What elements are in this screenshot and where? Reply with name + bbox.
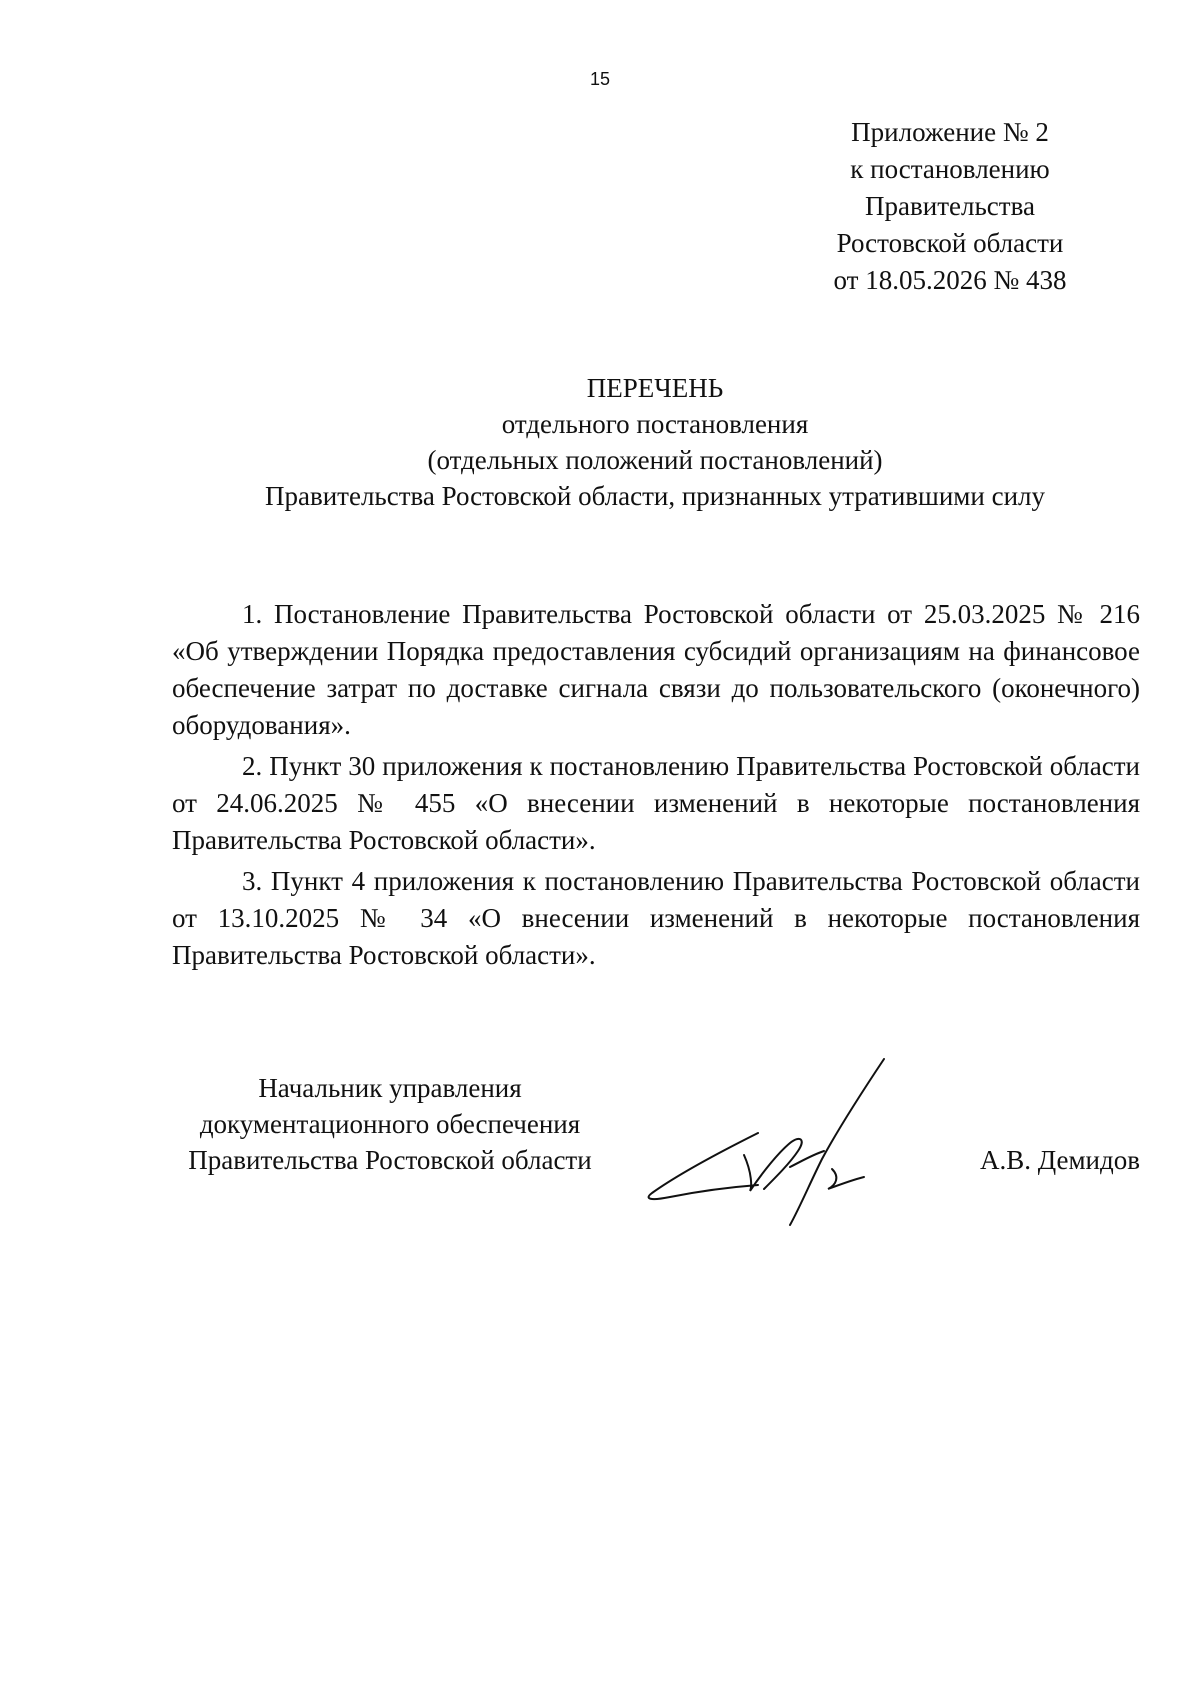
- appendix-number: Приложение № 2: [851, 117, 1049, 147]
- heading-line-4: Правительства Ростовской области, признанных утратившими силу: [264, 481, 1045, 511]
- position-line-2: документационного обеспечения: [199, 1109, 581, 1139]
- page-number: 15: [589, 69, 611, 89]
- appendix-header: [800, 114, 1100, 299]
- signatory-position: [160, 1070, 620, 1178]
- list-item-1: 1. Постановление Правительства Ростовской области от 25.03.2025 № 216 «Об утверждении Порядка предоставления субсидий организациям на финансовое обеспечение затрат по доставке сигнала связи до пользовательского (оконечного) оборудования».: [172, 599, 1140, 740]
- document-title: ПЕРЕЧЕНЬ: [586, 373, 724, 403]
- heading-line-3: (отдельных положений постановлений): [427, 445, 883, 475]
- handwritten-signature: [640, 1055, 940, 1235]
- list-item-3: 3. Пункт 4 приложения к постановлению Правительства Ростовской области от 13.10.2025 № 34 «О внесении изменений в некоторые постановления Правительства Ростовской области».: [172, 866, 1140, 970]
- appendix-to-resolution: к постановлению: [850, 154, 1050, 184]
- document-heading: [170, 370, 1140, 514]
- appendix-region: Ростовской области: [836, 228, 1064, 258]
- position-line-1: Начальник управления: [258, 1073, 522, 1103]
- heading-line-2: отдельного постановления: [501, 409, 809, 439]
- list-item-2: 2. Пункт 30 приложения к постановлению Правительства Ростовской области от 24.06.2025 № 455 «О внесении изменений в некоторые постановления Правительства Ростовской области».: [172, 751, 1140, 855]
- appendix-government: Правительства: [865, 191, 1035, 221]
- position-line-3: Правительства Ростовской области: [188, 1145, 592, 1175]
- signer-name: А.В. Демидов: [979, 1145, 1140, 1175]
- appendix-date-number: от 18.05.2026 № 438: [833, 265, 1067, 295]
- list-body: [172, 596, 1140, 978]
